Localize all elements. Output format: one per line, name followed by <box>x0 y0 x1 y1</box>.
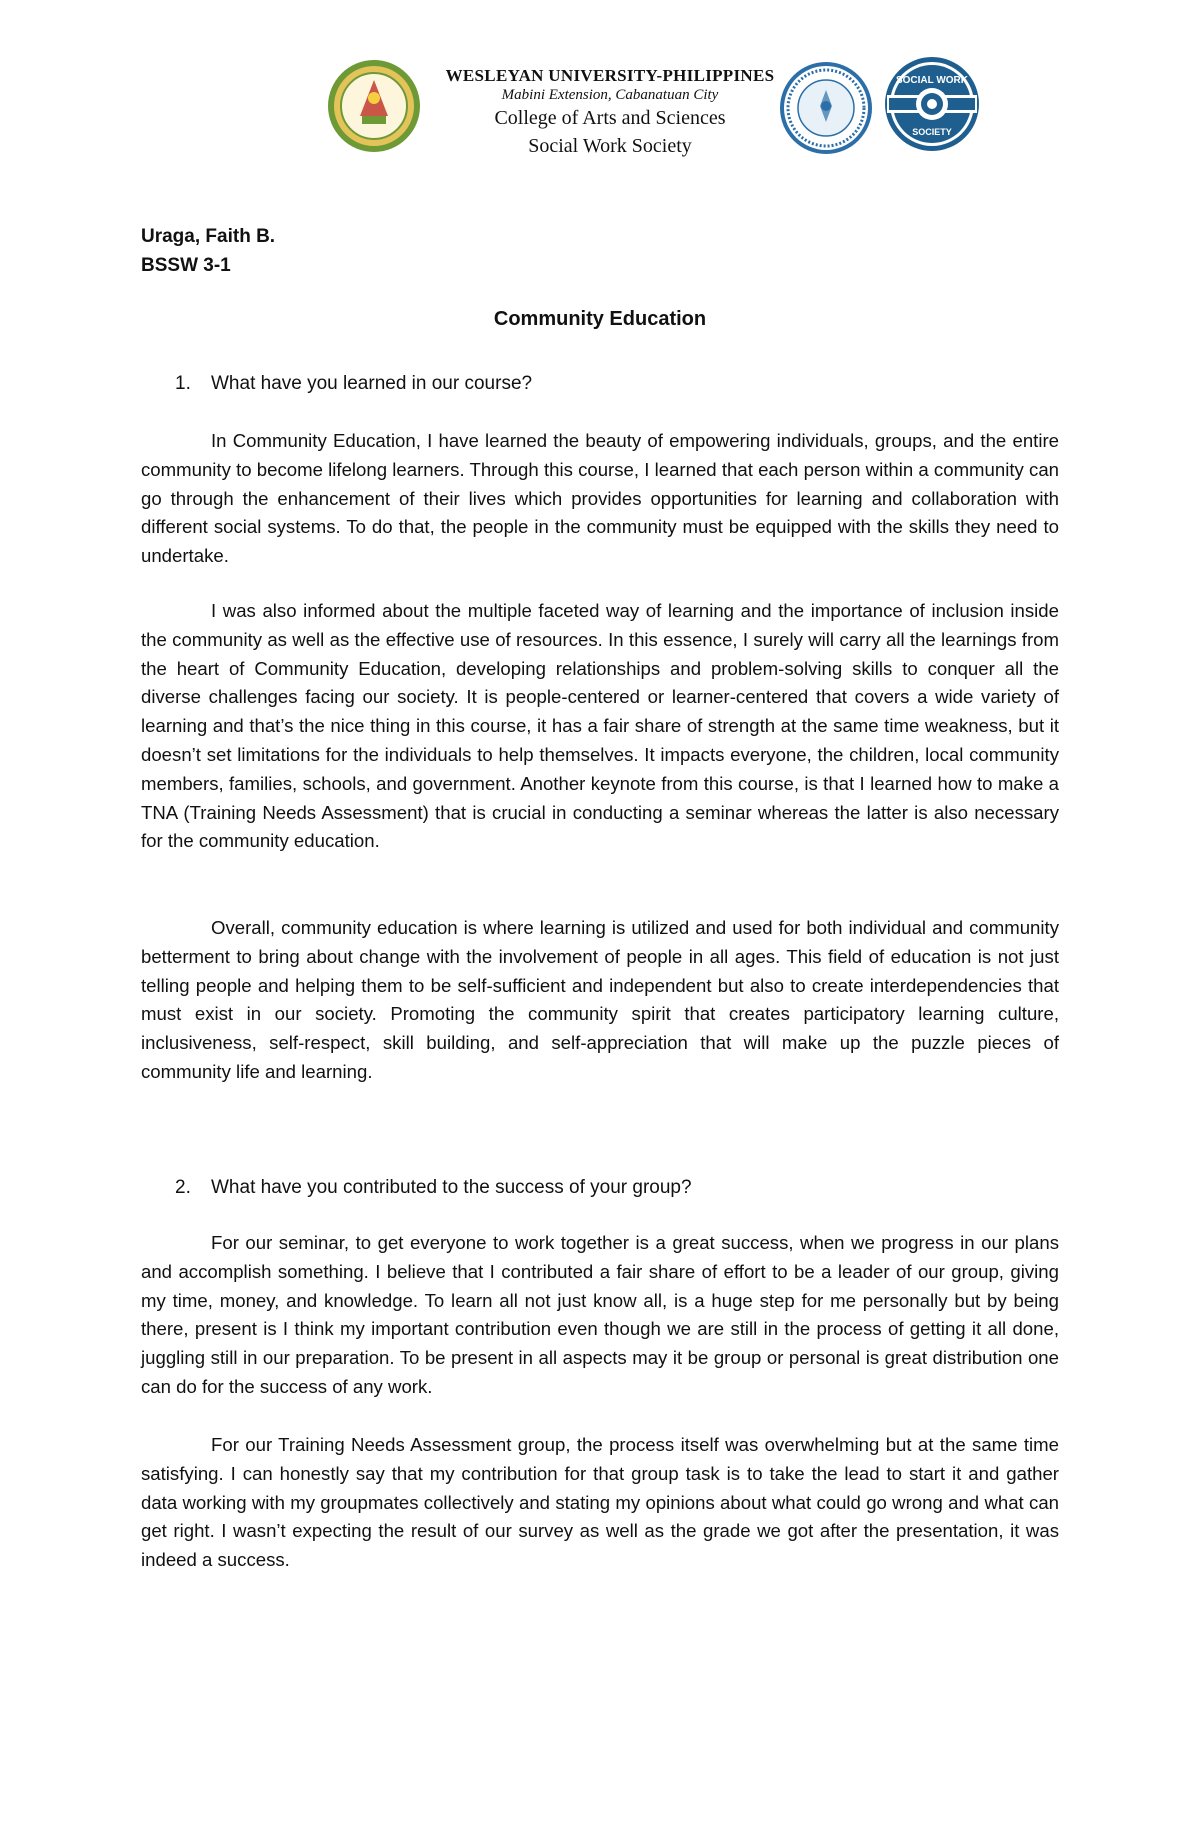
society-name: Social Work Society <box>528 135 692 157</box>
university-seal-logo <box>326 58 422 154</box>
question-number: 2. <box>175 1177 191 1198</box>
answer-paragraph: For our Training Needs Assessment group, the process itself was overwhelming but at the same time satisfying. I can honestly say that my contribution for that group task is to take the lead to start it and gather data working with my groupmates collectively and stating my opinions about what could go wrong and what can get right. I wasn’t expecting the result of our survey as well as the grade we got after the presentation, it was indeed a success. <box>141 1434 1059 1571</box>
university-name: WESLEYAN UNIVERSITY-PHILIPPINES <box>445 66 775 85</box>
answer-paragraph: I was also informed about the multiple faceted way of learning and the importance of inclusion inside the community as well as the effective use of resources. In this essence, I surely will carry all the learnings from the heart of Community Education, developing relationships and problem-solving skills to conquer all the diverse challenges facing our society. It is people-centered or learner-centered that covers a wide variety of learning and that’s the nice thing in this course, it has a fair share of strength at the same time weakness, but it doesn’t set limitations for the individuals to help themselves. It impacts everyone, the children, local community members, families, schools, and government. Another keynote from this course, is that I learned how to make a TNA (Training Needs Assessment) that is crucial in conducting a seminar whereas the latter is also necessary for the community education. <box>141 600 1059 852</box>
social-work-society-logo <box>883 55 981 153</box>
document-title: Community Education <box>493 308 707 330</box>
student-name: Uraga, Faith B. <box>141 226 276 247</box>
university-address: Mabini Extension, Cabanatuan City <box>501 87 719 103</box>
question-text: What have you contributed to the success of your group? <box>211 1177 692 1198</box>
question-1 <box>175 369 1055 398</box>
college-name: College of Arts and Sciences <box>494 107 726 129</box>
question-number: 1. <box>175 373 191 394</box>
logo-text-top: SOCIAL WORK <box>895 75 969 86</box>
answer-paragraph: For our seminar, to get everyone to work together is a great success, when we progress in our plans and accomplish something. I believe that I contributed a fair share of effort to be a leader of our group, giving my time, money, and knowledge. To learn all not just know all, is a huge step for me personally but by being there, present is I think my important contribution even though we are still in the process of getting it all done, juggling still in our preparation. To be present in all aspects may it be group or personal is great distribution one can do for the success of any work. <box>141 1232 1059 1397</box>
student-section: BSSW 3-1 <box>141 255 231 276</box>
answer-paragraph: Overall, community education is where learning is utilized and used for both individual and community betterment to bring about change with the involvement of people in all ages. This field of education is not just telling people and helping them to be self-sufficient and independent but also to create interdependencies that must exist in our society. Promoting the community spirit that creates participatory learning culture, inclusiveness, self-respect, skill building, and self-appreciation that will make up the puzzle pieces of community life and learning. <box>141 917 1059 1082</box>
question-text: What have you learned in our course? <box>211 373 533 394</box>
logo-text-bottom: SOCIETY <box>912 127 952 137</box>
letterhead <box>420 66 800 160</box>
question-2 <box>175 1173 1055 1202</box>
college-seal-logo <box>778 60 874 156</box>
answer-paragraph: In Community Education, I have learned the beauty of empowering individuals, groups, and the entire community to become lifelong learners. Through this course, I learned that each person within a community can go through the enhancement of their lives which provides opportunities for learning and collaboration with different social systems. To do that, the people in the community must be equipped with the skills they need to undertake. <box>141 430 1059 567</box>
student-info <box>141 222 1059 280</box>
